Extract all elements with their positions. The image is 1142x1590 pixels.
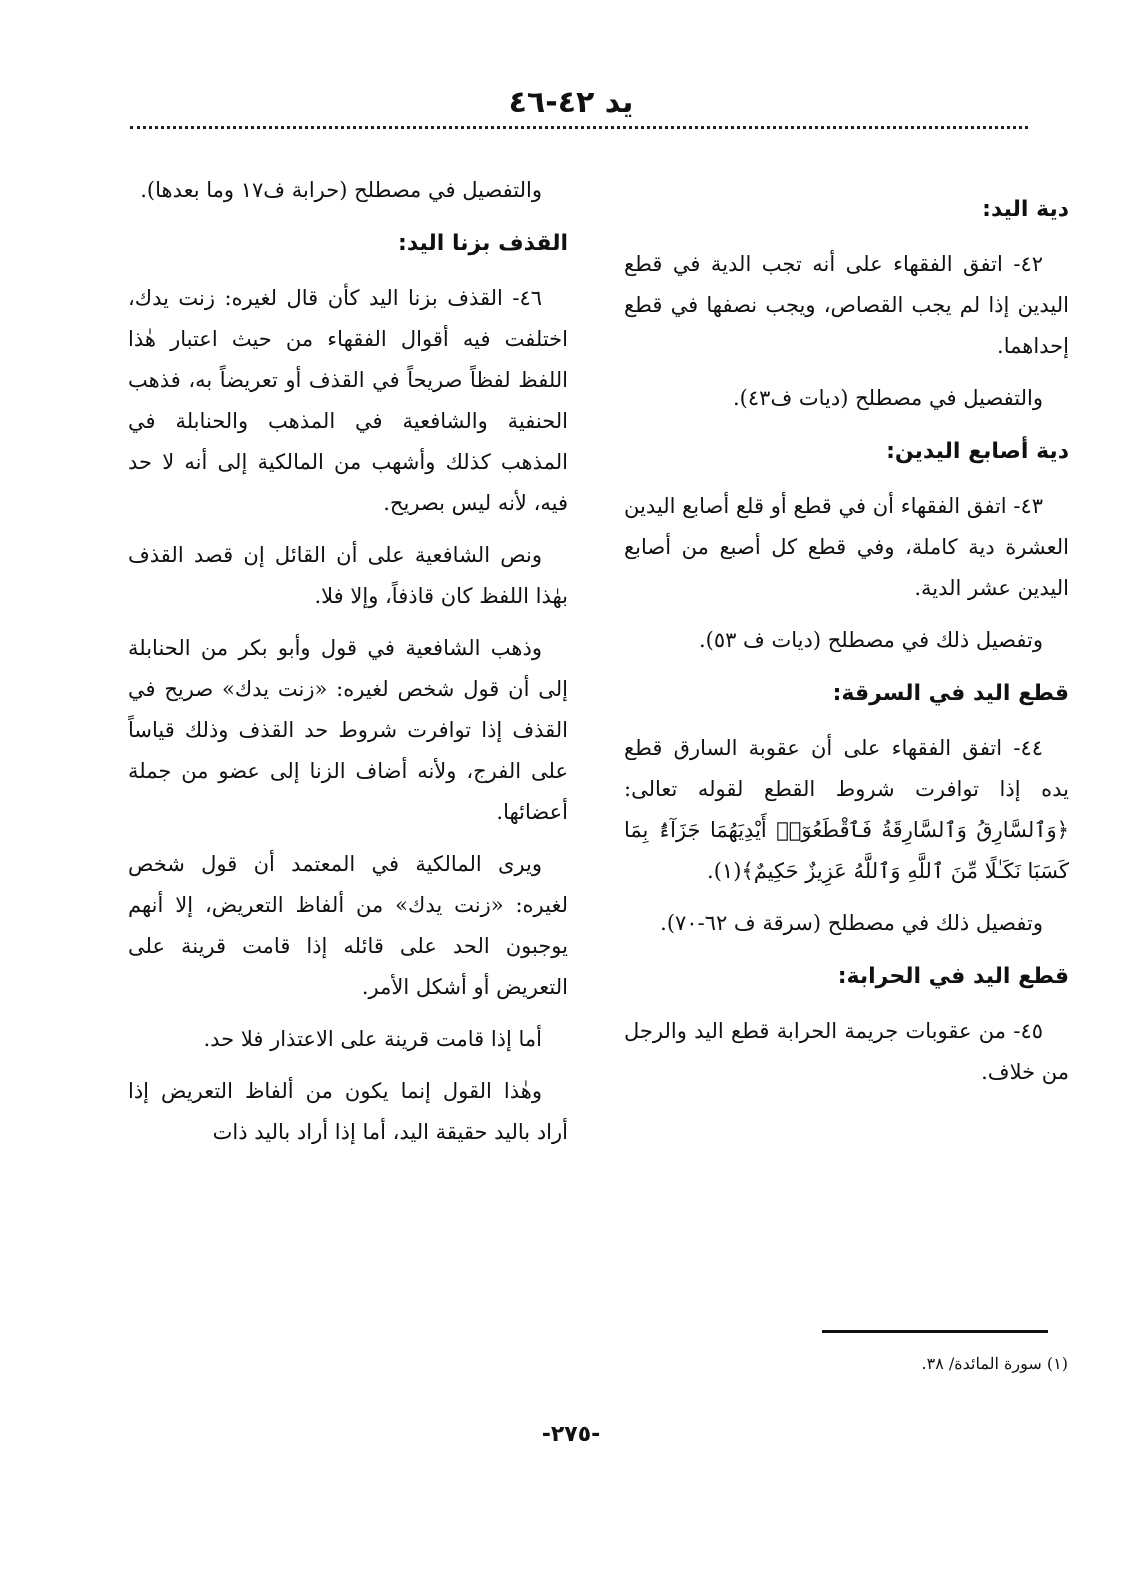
header-dotted-rule [130,126,1028,129]
paragraph-shafii-intent: ونص الشافعية على أن القائل إن قصد القذف بهٰذا اللفظ كان قاذفاً، وإلا فلا. [128,543,568,608]
paragraph-apology: أما إذا قامت قرينة على الاعتذار فلا حد. [203,1027,542,1051]
footnote-rule [822,1330,1048,1333]
paragraph-42-reference: والتفصيل في مصطلح (ديات ف٤٣). [733,386,1043,410]
paragraph-45: ٤٥- من عقوبات جريمة الحرابة قطع اليد والرجل من خلاف. [624,1019,1069,1084]
paragraph-46: ٤٦- القذف بزنا اليد كأن قال لغيره: زنت يدك، اختلفت فيه أقوال الفقهاء من حيث اعتبار هٰذا اللفظ لفظاً صريحاً في القذف أو تعريضاً به، فذهب الحنفية والشافعية في المذهب والحنابلة في المذهب كذلك وأشهب من المالكية إلى أنه لا حد فيه، لأنه ليس بصريح. [128,286,568,515]
right-column [624,170,1069,1240]
section-heading-hand-diya: دية اليد: [982,197,1069,222]
running-header: يد ٤٢-٤٦ [508,85,634,120]
section-heading-hiraba: قطع اليد في الحرابة: [837,964,1069,989]
paragraph-44-reference: وتفصيل ذلك في مصطلح (سرقة ف ٦٢-٧٠). [660,911,1043,935]
page-number: -٢٧٥- [541,1422,601,1447]
paragraph-42: ٤٢- اتفق الفقهاء على أنه تجب الدية في قطع اليدين إذا لم يجب القصاص، ويجب نصفها في قطع إحداهما. [624,252,1069,358]
paragraph-43: ٤٣- اتفق الفقهاء أن في قطع أو قلع أصابع اليدين العشرة دية كاملة، وفي قطع كل أصبع من أصابع اليدين عشر الدية. [624,494,1069,600]
paragraph-43-reference: وتفصيل ذلك في مصطلح (ديات ف ٥٣). [698,628,1043,652]
section-heading-qadhf: القذف بزنا اليد: [398,231,568,256]
paragraph-maliki: ويرى المالكية في المعتمد أن قول شخص لغيره: «زنت يدك» من ألفاظ التعريض، إلا أنهم يوجبون الحد على قائله إذا قامت قرينة على التعريض أو أشكل الأمر. [128,852,568,999]
section-heading-theft: قطع اليد في السرقة: [832,681,1069,706]
footnote: (١) سورة المائدة/ ٣٨. [921,1354,1068,1373]
paragraph-45-reference: والتفصيل في مصطلح (حرابة ف١٧ وما بعدها). [140,178,542,202]
left-column [128,170,568,1400]
section-heading-fingers-diya: دية أصابع اليدين: [886,439,1069,464]
paragraph-44: ٤٤- اتفق الفقهاء على أن عقوبة السارق قطع يده إذا توافرت شروط القطع لقوله تعالى: ﴿وَٱلسَّارِقُ وَٱلسَّارِقَةُ فَٱقْطَعُوٓا۟ أَيْدِيَهُمَا جَزَآءًۢ بِمَا كَسَبَا نَكَـٰلًا مِّنَ ٱللَّهِ وَٱللَّهُ عَزِيزٌ حَكِيمٌ﴾(١). [624,736,1069,883]
paragraph-continued: وهٰذا القول إنما يكون من ألفاظ التعريض إذا أراد باليد حقيقة اليد، أما إذا أراد باليد ذات [128,1079,568,1144]
paragraph-shafii-explicit: وذهب الشافعية في قول وأبو بكر من الحنابلة إلى أن قول شخص لغيره: «زنت يدك» صريح في القذف إذا توافرت شروط حد القذف وذلك قياساً على الفرج، ولأنه أضاف الزنا إلى عضو من جملة أعضائها. [128,636,568,824]
